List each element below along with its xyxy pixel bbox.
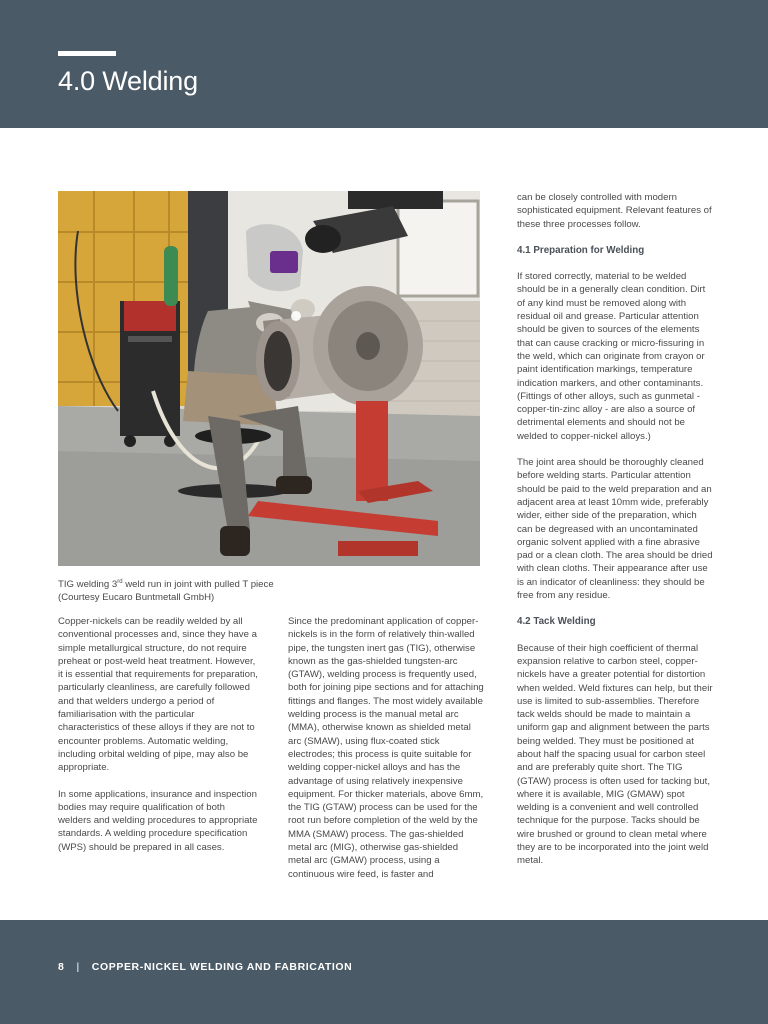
paragraph: In some applications, insurance and inspection bodies may require qualification of both welders and welding procedures to appropriate standards. A welding procedure specification (WPS) should be prepared in all cases. [58, 788, 258, 853]
paragraph: The joint area should be thoroughly cleaned before welding starts. Particular attention should be paid to the weld preparation and an adjacent area at least 10mm wide, preferably wider, either side of the preparation, which can be degreased with an uncontaminated organic solvent applied with a fine abrasive pad or a clean cloth. The area should be dried with clean cloths. Their appearance after use is an indicator of cleanliness: they should be free from any residue. [517, 457, 713, 602]
welding-photo [58, 191, 480, 566]
text-column-1 [58, 615, 258, 867]
paragraph: can be closely controlled with modern sophisticated equipment. Relevant features of these three processes follow. [517, 192, 712, 230]
paragraph: Since the predominant application of copper-nickels is in the form of relatively thin-walled pipe, the tungsten inert gas (TIG), otherwise known as the gas-shielded tungsten-arc (GTAW), welding process is frequently used, both for joining pipe sections and for attaching fittings and flanges. The most widely available welding process is the manual metal arc (MMA), otherwise known as shielded metal arc (SMAW), using flux-coated stick electrodes; this process is quite suitable for welding copper-nickel alloys and has the advantage of using relatively inexpensive equipment. For thicker materials, above 6mm, the TIG (GTAW) process can be used for the root run before completion of the weld by the MMA (SMAW) process. The gas-shielded metal arc (MIG), otherwise gas-shielded metal arc (GMAW) process, using a continuous wire feed, is faster and [288, 616, 484, 880]
paragraph: Copper-nickels can be readily welded by all conventional processes and, since they have a simple metallurgical structure, do not require preheat or post-weld heat treatment. However, it is essential that requirements for preparation, particularly cleanliness, are carefully followed and that welders undergo a period of familiarisation with the particular characteristics of these alloys if they are not to encounter problems. Automatic welding, including orbital welding of pipe, may also be appropriate. [58, 616, 258, 774]
section-title: 4.0 Welding [58, 66, 198, 96]
paragraph: If stored correctly, material to be welded should be in a generally clean condition. Dirt of any kind must be removed along with residual oil and grease. Particular attention should be given to sources of the elements that can cause cracking or micro-fissuring in the weld, which can originate from crayon or paint identification markings, temperature indication markers, and other contaminants. (Fittings of other alloys, such as gunmetal - copper-tin-zinc alloy - are also a source of detrimental elements and should not be welded to copper-nickel alloys.) [517, 271, 706, 442]
caption-line-1: TIG welding 3rd weld run in joint with pulled T piece [58, 579, 274, 591]
subsection-heading: 4.2 Tack Welding [517, 616, 596, 628]
text-column-2 [288, 615, 484, 894]
paragraph: Because of their high coefficient of thermal expansion relative to carbon steel, copper-nickels have a greater potential for distortion when welded. Weld fixtures can help, but their use is limited to sub-assemblies. Therefore tack welds should be made to maintain a uniform gap and alignment between the parts being welded. They must be positioned at about half the spacing usual for carbon steel and are preferably quite short. The TIG (GTAW) process is often used for tacking but, where it is available, MIG (GMAW) spot welding is a convenient and well controlled technique for the purpose. Tacks should be wire brushed or ground to clean metal where they are to be incorporated into the joint weld metal. [517, 642, 713, 867]
figure-caption [58, 576, 318, 604]
text-column-3 [517, 191, 713, 881]
footer-separator: | [76, 961, 80, 973]
page-number: 8 [58, 961, 65, 973]
caption-line-2: (Courtesy Eucaro Buntmetall GmbH) [58, 592, 215, 604]
footer-text [58, 961, 352, 973]
subsection-heading: 4.1 Preparation for Welding [517, 244, 645, 256]
running-title: COPPER-NICKEL WELDING AND FABRICATION [91, 961, 353, 973]
header-accent-rule [58, 51, 116, 56]
page-header-band [0, 0, 768, 128]
